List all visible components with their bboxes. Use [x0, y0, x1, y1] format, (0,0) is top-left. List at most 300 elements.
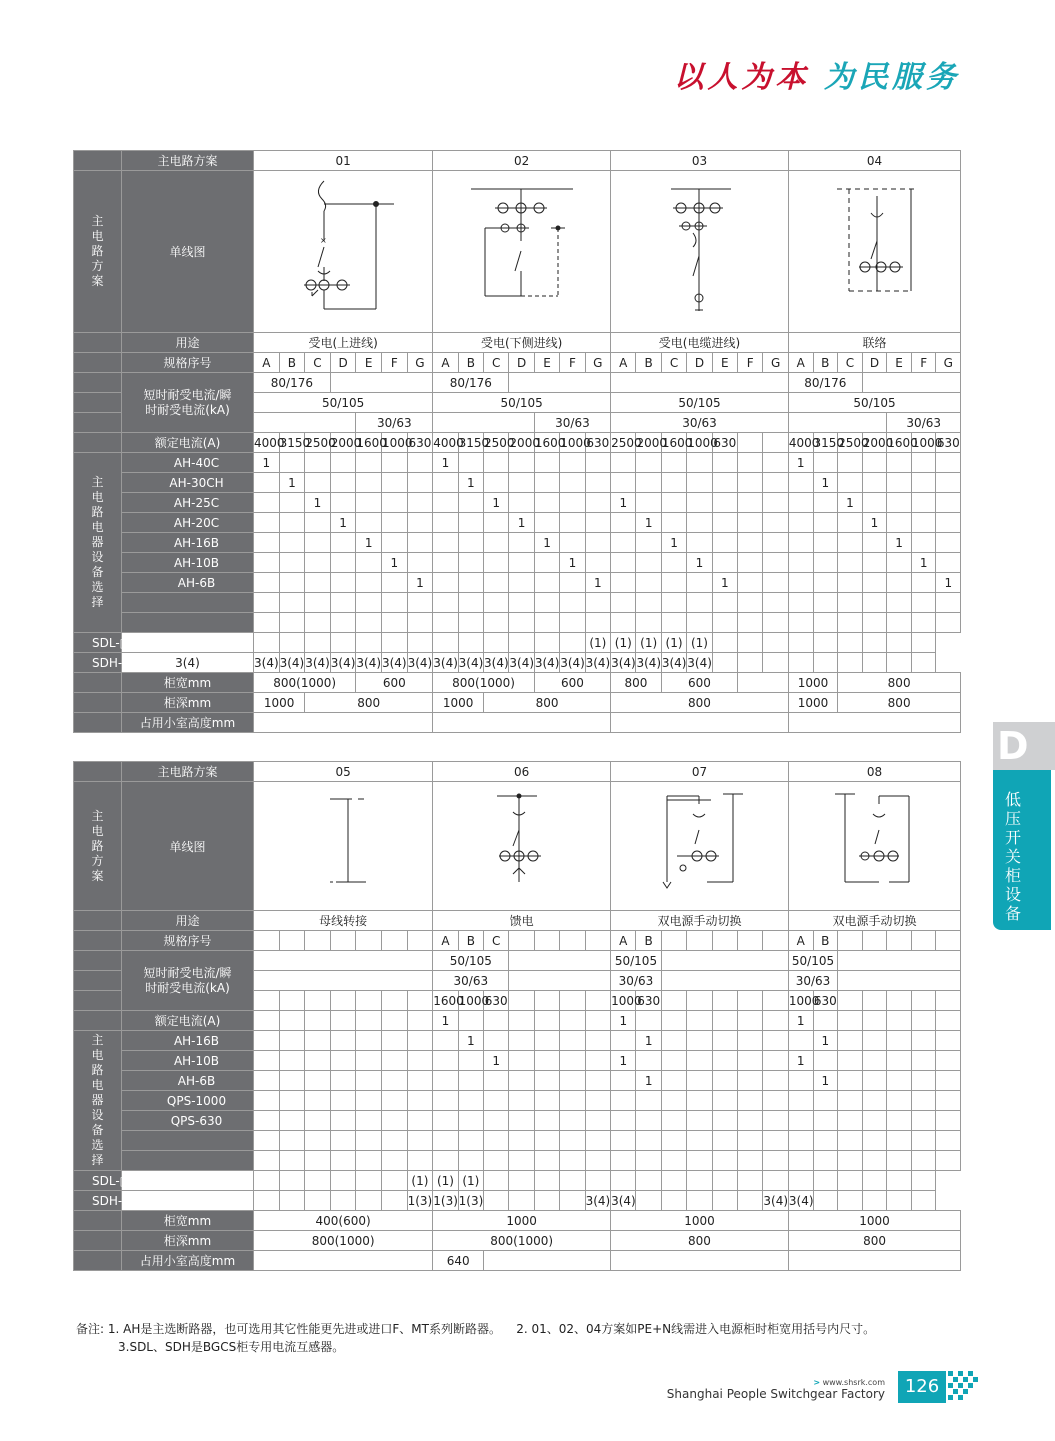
table-cell [763, 1151, 788, 1171]
table-cell [254, 593, 280, 613]
table-cell [936, 513, 961, 533]
width-value: 800 [838, 673, 961, 693]
table-cell [738, 1111, 763, 1131]
table-cell [585, 473, 610, 493]
table-cell [862, 1131, 887, 1151]
width-value: 1000 [788, 1211, 960, 1231]
current-value: 80/176 [433, 373, 509, 393]
table-cell [911, 1031, 936, 1051]
table-cell [763, 553, 788, 573]
table-cell: F [738, 353, 763, 373]
table-cell [687, 453, 712, 473]
table-cell [305, 1151, 331, 1171]
table-cell: 1000 [611, 991, 636, 1011]
table-cell: 1(3) [458, 1191, 483, 1211]
width-label: 柜宽mm [122, 1211, 254, 1231]
table-cell [887, 653, 912, 673]
table-cell [611, 553, 636, 573]
table-cell [330, 573, 356, 593]
table-cell [887, 1091, 912, 1111]
table-cell: 1 [254, 453, 280, 473]
table-cell: 2000 [509, 433, 534, 453]
table-cell [407, 473, 433, 493]
table-cell [433, 573, 458, 593]
device-label: AH-10B [122, 1051, 254, 1071]
width-value: 800(1000) [254, 673, 356, 693]
table-cell [560, 991, 585, 1011]
table-cell [330, 1051, 356, 1071]
table-cell [636, 1171, 661, 1191]
table-cell [738, 533, 763, 553]
usage-value: 受电(下侧进线) [433, 333, 611, 353]
table-cell [862, 931, 887, 951]
table-cell: A [433, 353, 458, 373]
device-label: AH-30CH [122, 473, 254, 493]
table-cell [254, 553, 280, 573]
table-cell: 2500 [611, 433, 636, 453]
table-cell [813, 593, 838, 613]
table-cell [560, 1091, 585, 1111]
table-cell [911, 1131, 936, 1151]
table-cell [936, 453, 961, 473]
device-label [122, 593, 254, 613]
table-cell [254, 613, 280, 633]
table-cell: 4000 [433, 433, 458, 453]
table-cell [330, 493, 356, 513]
table-cell [738, 931, 763, 951]
single-line-diagram [254, 782, 433, 911]
table-cell [458, 613, 483, 633]
table-cell [712, 453, 737, 473]
table-cell [585, 1171, 610, 1191]
table-cell [661, 1131, 686, 1151]
group-label-device: 主电路电器设备选择 [74, 1031, 122, 1171]
table-cell [813, 1091, 838, 1111]
table-cell [636, 453, 661, 473]
table-cell [712, 1051, 737, 1071]
diagram-label: 单线图 [122, 171, 254, 333]
table-cell [585, 1051, 610, 1071]
table-cell [911, 533, 936, 553]
table-cell [788, 493, 813, 513]
table-cell [509, 613, 534, 633]
device-row [74, 1071, 961, 1091]
scheme-number: 01 [254, 151, 433, 171]
table-cell: G [407, 353, 433, 373]
table-cell: 3(4) [788, 1191, 813, 1211]
device-row [74, 493, 961, 513]
table-cell: E [534, 353, 559, 373]
current-value: 30/63 [611, 971, 662, 991]
table-cell [279, 493, 305, 513]
table-cell [534, 473, 559, 493]
table-cell [788, 1111, 813, 1131]
table-cell [862, 553, 887, 573]
table-cell [712, 931, 737, 951]
device-row [74, 533, 961, 553]
table-cell [887, 553, 912, 573]
table-cell [712, 1111, 737, 1131]
table-cell [887, 1171, 912, 1191]
usage-label: 用途 [122, 911, 254, 931]
table-cell [305, 533, 331, 553]
table-cell [788, 1151, 813, 1171]
page-number: 126 [898, 1371, 946, 1403]
table-cell [534, 1031, 559, 1051]
table-cell [356, 613, 382, 633]
table-cell [585, 533, 610, 553]
table-cell [911, 931, 936, 951]
table-cell: 630 [585, 433, 610, 453]
table-cell: A [611, 353, 636, 373]
table-cell: 1 [433, 1011, 458, 1031]
depth-value: 800 [305, 693, 433, 713]
group-label-main: 主电路方案 [74, 782, 122, 911]
checker-logo-icon [948, 1371, 978, 1403]
table-cell [636, 553, 661, 573]
table-cell [560, 1151, 585, 1171]
table-cell [738, 1091, 763, 1111]
table-cell [279, 553, 305, 573]
table-cell [763, 633, 788, 653]
table-cell [911, 453, 936, 473]
table-cell: 630 [936, 433, 961, 453]
table-cell: 3(4) [330, 653, 356, 673]
single-line-diagram [611, 171, 789, 333]
table-cell: (1) [585, 633, 610, 653]
table-cell [407, 1031, 433, 1051]
table-cell: C [305, 353, 331, 373]
current-value: 80/176 [254, 373, 331, 393]
table-cell [356, 1151, 382, 1171]
current-value: 50/105 [433, 951, 509, 971]
table-cell: 3(4) [611, 1191, 636, 1211]
table-cell: 1 [636, 513, 661, 533]
table-cell [509, 1091, 534, 1111]
table-cell [279, 1151, 305, 1171]
table-cell [738, 1051, 763, 1071]
current-value: 50/105 [433, 393, 611, 413]
table-cell [687, 533, 712, 553]
table-cell [911, 653, 936, 673]
table-cell [763, 473, 788, 493]
table-cell: 3(4) [611, 653, 636, 673]
sdl-label: SDL-□ [74, 1171, 122, 1191]
group-label-main: 主电路方案 [74, 171, 122, 333]
table-cell [433, 473, 458, 493]
table-cell [458, 1131, 483, 1151]
table-cell [936, 991, 961, 1011]
width-label: 柜宽mm [122, 673, 254, 693]
table-cell: 1 [484, 493, 509, 513]
table-cell: 3(4) [661, 653, 686, 673]
table-cell: 2000 [330, 433, 356, 453]
table-cell: 1 [838, 493, 863, 513]
table-cell [763, 1171, 788, 1191]
table-cell [356, 1171, 382, 1191]
table-cell: B [636, 353, 661, 373]
table-cell [484, 473, 509, 493]
table-cell [813, 1171, 838, 1191]
table-cell: E [887, 353, 912, 373]
table-cell [611, 453, 636, 473]
table-cell [763, 453, 788, 473]
table-cell [687, 1171, 712, 1191]
table-cell [862, 573, 887, 593]
table-cell: G [763, 353, 788, 373]
table-cell: 1 [661, 533, 686, 553]
table-cell [381, 1051, 407, 1071]
device-label: AH-10B [122, 553, 254, 573]
current-value: 30/63 [433, 971, 509, 991]
table-cell [407, 553, 433, 573]
table-cell [738, 1171, 763, 1191]
table-cell: B [458, 931, 483, 951]
table-cell [381, 1171, 407, 1191]
single-line-diagram [254, 171, 433, 333]
table-cell [381, 1031, 407, 1051]
table-cell [838, 553, 863, 573]
sdh-label: SDH-□ □/5 [74, 1191, 122, 1211]
table-cell [330, 1171, 356, 1191]
scheme-number: 06 [433, 762, 611, 782]
table-cell: 630 [407, 433, 433, 453]
table-cell [712, 1071, 737, 1091]
table-cell [738, 1151, 763, 1171]
depth-value: 800(1000) [433, 1231, 611, 1251]
table-cell [509, 991, 534, 1011]
table-cell: 1 [712, 573, 737, 593]
table-cell: 1 [279, 473, 305, 493]
table-cell [330, 1191, 356, 1211]
table-cell: 630 [636, 991, 661, 1011]
table-cell [279, 513, 305, 533]
table-cell [330, 1151, 356, 1171]
table-cell [509, 593, 534, 613]
table-cell [936, 931, 961, 951]
table-cell [712, 653, 737, 673]
table-cell [509, 553, 534, 573]
table-cell [813, 553, 838, 573]
table-cell [534, 453, 559, 473]
table-cell [381, 1191, 407, 1211]
table-cell [936, 1011, 961, 1031]
table-cell [936, 553, 961, 573]
table-cell: 1000 [560, 433, 585, 453]
table-cell [813, 1011, 838, 1031]
table-cell [433, 1131, 458, 1151]
table-cell [305, 931, 331, 951]
table-cell: 1000 [458, 991, 483, 1011]
table-cell [407, 1091, 433, 1111]
table-cell [330, 1111, 356, 1131]
table-cell: 1(3) [433, 1191, 458, 1211]
table-cell [279, 593, 305, 613]
table-cell [687, 513, 712, 533]
table-cell: 1000 [788, 991, 813, 1011]
footer-url: www.shsrk.com [822, 1378, 885, 1387]
table-cell [381, 473, 407, 493]
table-cell [433, 613, 458, 633]
room-value: 640 [433, 1251, 484, 1271]
table-cell [254, 513, 280, 533]
table-cell [433, 1151, 458, 1171]
table-cell [484, 1031, 509, 1051]
table-cell [484, 1011, 509, 1031]
table-cell [763, 991, 788, 1011]
table-cell [560, 453, 585, 473]
table-cell [560, 1071, 585, 1091]
table-cell: 1 [636, 1071, 661, 1091]
table-cell [911, 1071, 936, 1091]
width-value: 600 [534, 673, 610, 693]
table-cell [560, 573, 585, 593]
table-cell [356, 1111, 382, 1131]
table-cell [911, 1171, 936, 1191]
table-cell [585, 593, 610, 613]
table-cell [712, 533, 737, 553]
table-cell [611, 593, 636, 613]
table-cell [862, 473, 887, 493]
table-cell: 3(4) [356, 653, 382, 673]
company-name: Shanghai People Switchgear Factory [666, 1387, 885, 1401]
table-cell [509, 573, 534, 593]
table-cell [763, 653, 788, 673]
table-cell [484, 1111, 509, 1131]
table-cell: C [484, 931, 509, 951]
table-cell [936, 1111, 961, 1131]
table-cell [254, 493, 280, 513]
table-cell: 1 [813, 1031, 838, 1051]
table-cell [687, 1091, 712, 1111]
table-cell [458, 493, 483, 513]
device-label: AH-20C [122, 513, 254, 533]
rated-label: 额定电流(A) [122, 433, 254, 453]
table-cell [330, 593, 356, 613]
table-cell [887, 633, 912, 653]
table-cell [611, 1151, 636, 1171]
table-cell [534, 573, 559, 593]
table-cell [356, 573, 382, 593]
table-cell: 3(4) [305, 653, 331, 673]
table-cell: 1 [484, 1051, 509, 1071]
table-cell: 1 [433, 453, 458, 473]
table-cell: 1 [330, 513, 356, 533]
table-cell [330, 633, 356, 653]
table-cell [611, 573, 636, 593]
footer: > www.shsrk.com Shanghai People Switchgear Factory [666, 1378, 885, 1401]
table-cell [381, 991, 407, 1011]
table-cell [911, 1051, 936, 1071]
current-value: 50/105 [611, 951, 662, 971]
table-cell [661, 493, 686, 513]
table-cell [911, 633, 936, 653]
table-cell [738, 653, 763, 673]
table-cell [738, 553, 763, 573]
table-cell [661, 573, 686, 593]
table-cell [330, 613, 356, 633]
table-cell [887, 931, 912, 951]
table-cell [560, 633, 585, 653]
table-cell [509, 1071, 534, 1091]
table-cell [687, 1011, 712, 1031]
table-cell: 3(4) [534, 653, 559, 673]
device-row [74, 1031, 961, 1051]
table-cell: (1) [433, 1171, 458, 1191]
table-cell [738, 1131, 763, 1151]
table-cell [763, 433, 788, 453]
table-cell: 2500 [484, 433, 509, 453]
device-row [74, 1131, 961, 1151]
table-cell [838, 1111, 863, 1131]
table-cell [458, 453, 483, 473]
table-cell [509, 1191, 534, 1211]
table-cell [356, 991, 382, 1011]
device-row [74, 1051, 961, 1071]
depth-value: 800 [611, 693, 789, 713]
table-cell: 1600 [534, 433, 559, 453]
table-cell [407, 513, 433, 533]
table-cell [611, 1091, 636, 1111]
device-label: AH-16B [122, 1031, 254, 1051]
table-cell [813, 1051, 838, 1071]
table-cell [788, 553, 813, 573]
table-cell [305, 553, 331, 573]
device-row [74, 573, 961, 593]
table-cell [887, 513, 912, 533]
table-cell [661, 931, 686, 951]
room-label: 占用小室高度mm [122, 1251, 254, 1271]
table-cell [838, 613, 863, 633]
table-cell [763, 513, 788, 533]
table-cell [381, 493, 407, 513]
diagram-label: 单线图 [122, 782, 254, 911]
table-cell [712, 473, 737, 493]
table-cell [813, 613, 838, 633]
table-cell: 1 [611, 1051, 636, 1071]
table-cell [661, 1191, 686, 1211]
table-cell [813, 513, 838, 533]
table-cell [433, 1111, 458, 1131]
table-cell [407, 1131, 433, 1151]
table-cell [712, 1191, 737, 1211]
table-cell [509, 533, 534, 553]
table-cell: A [788, 353, 813, 373]
table-cell [254, 991, 280, 1011]
table-cell [458, 593, 483, 613]
rated-label: 额定电流(A) [122, 1011, 254, 1031]
table-cell [838, 473, 863, 493]
table-cell [911, 613, 936, 633]
table-cell [585, 1071, 610, 1091]
table-cell: 3(4) [254, 653, 280, 673]
device-label [122, 613, 254, 633]
table-cell [254, 1031, 280, 1051]
table-cell [534, 553, 559, 573]
table-cell [279, 1171, 305, 1191]
table-cell [279, 633, 305, 653]
table-cell [636, 593, 661, 613]
table-cell [560, 533, 585, 553]
scheme-number: 04 [788, 151, 960, 171]
table-cell [788, 473, 813, 493]
table-cell [356, 453, 382, 473]
current-value: 80/176 [788, 373, 862, 393]
table-cell: 3(4) [509, 653, 534, 673]
device-row [74, 553, 961, 573]
table-cell [611, 613, 636, 633]
table-cell [560, 493, 585, 513]
